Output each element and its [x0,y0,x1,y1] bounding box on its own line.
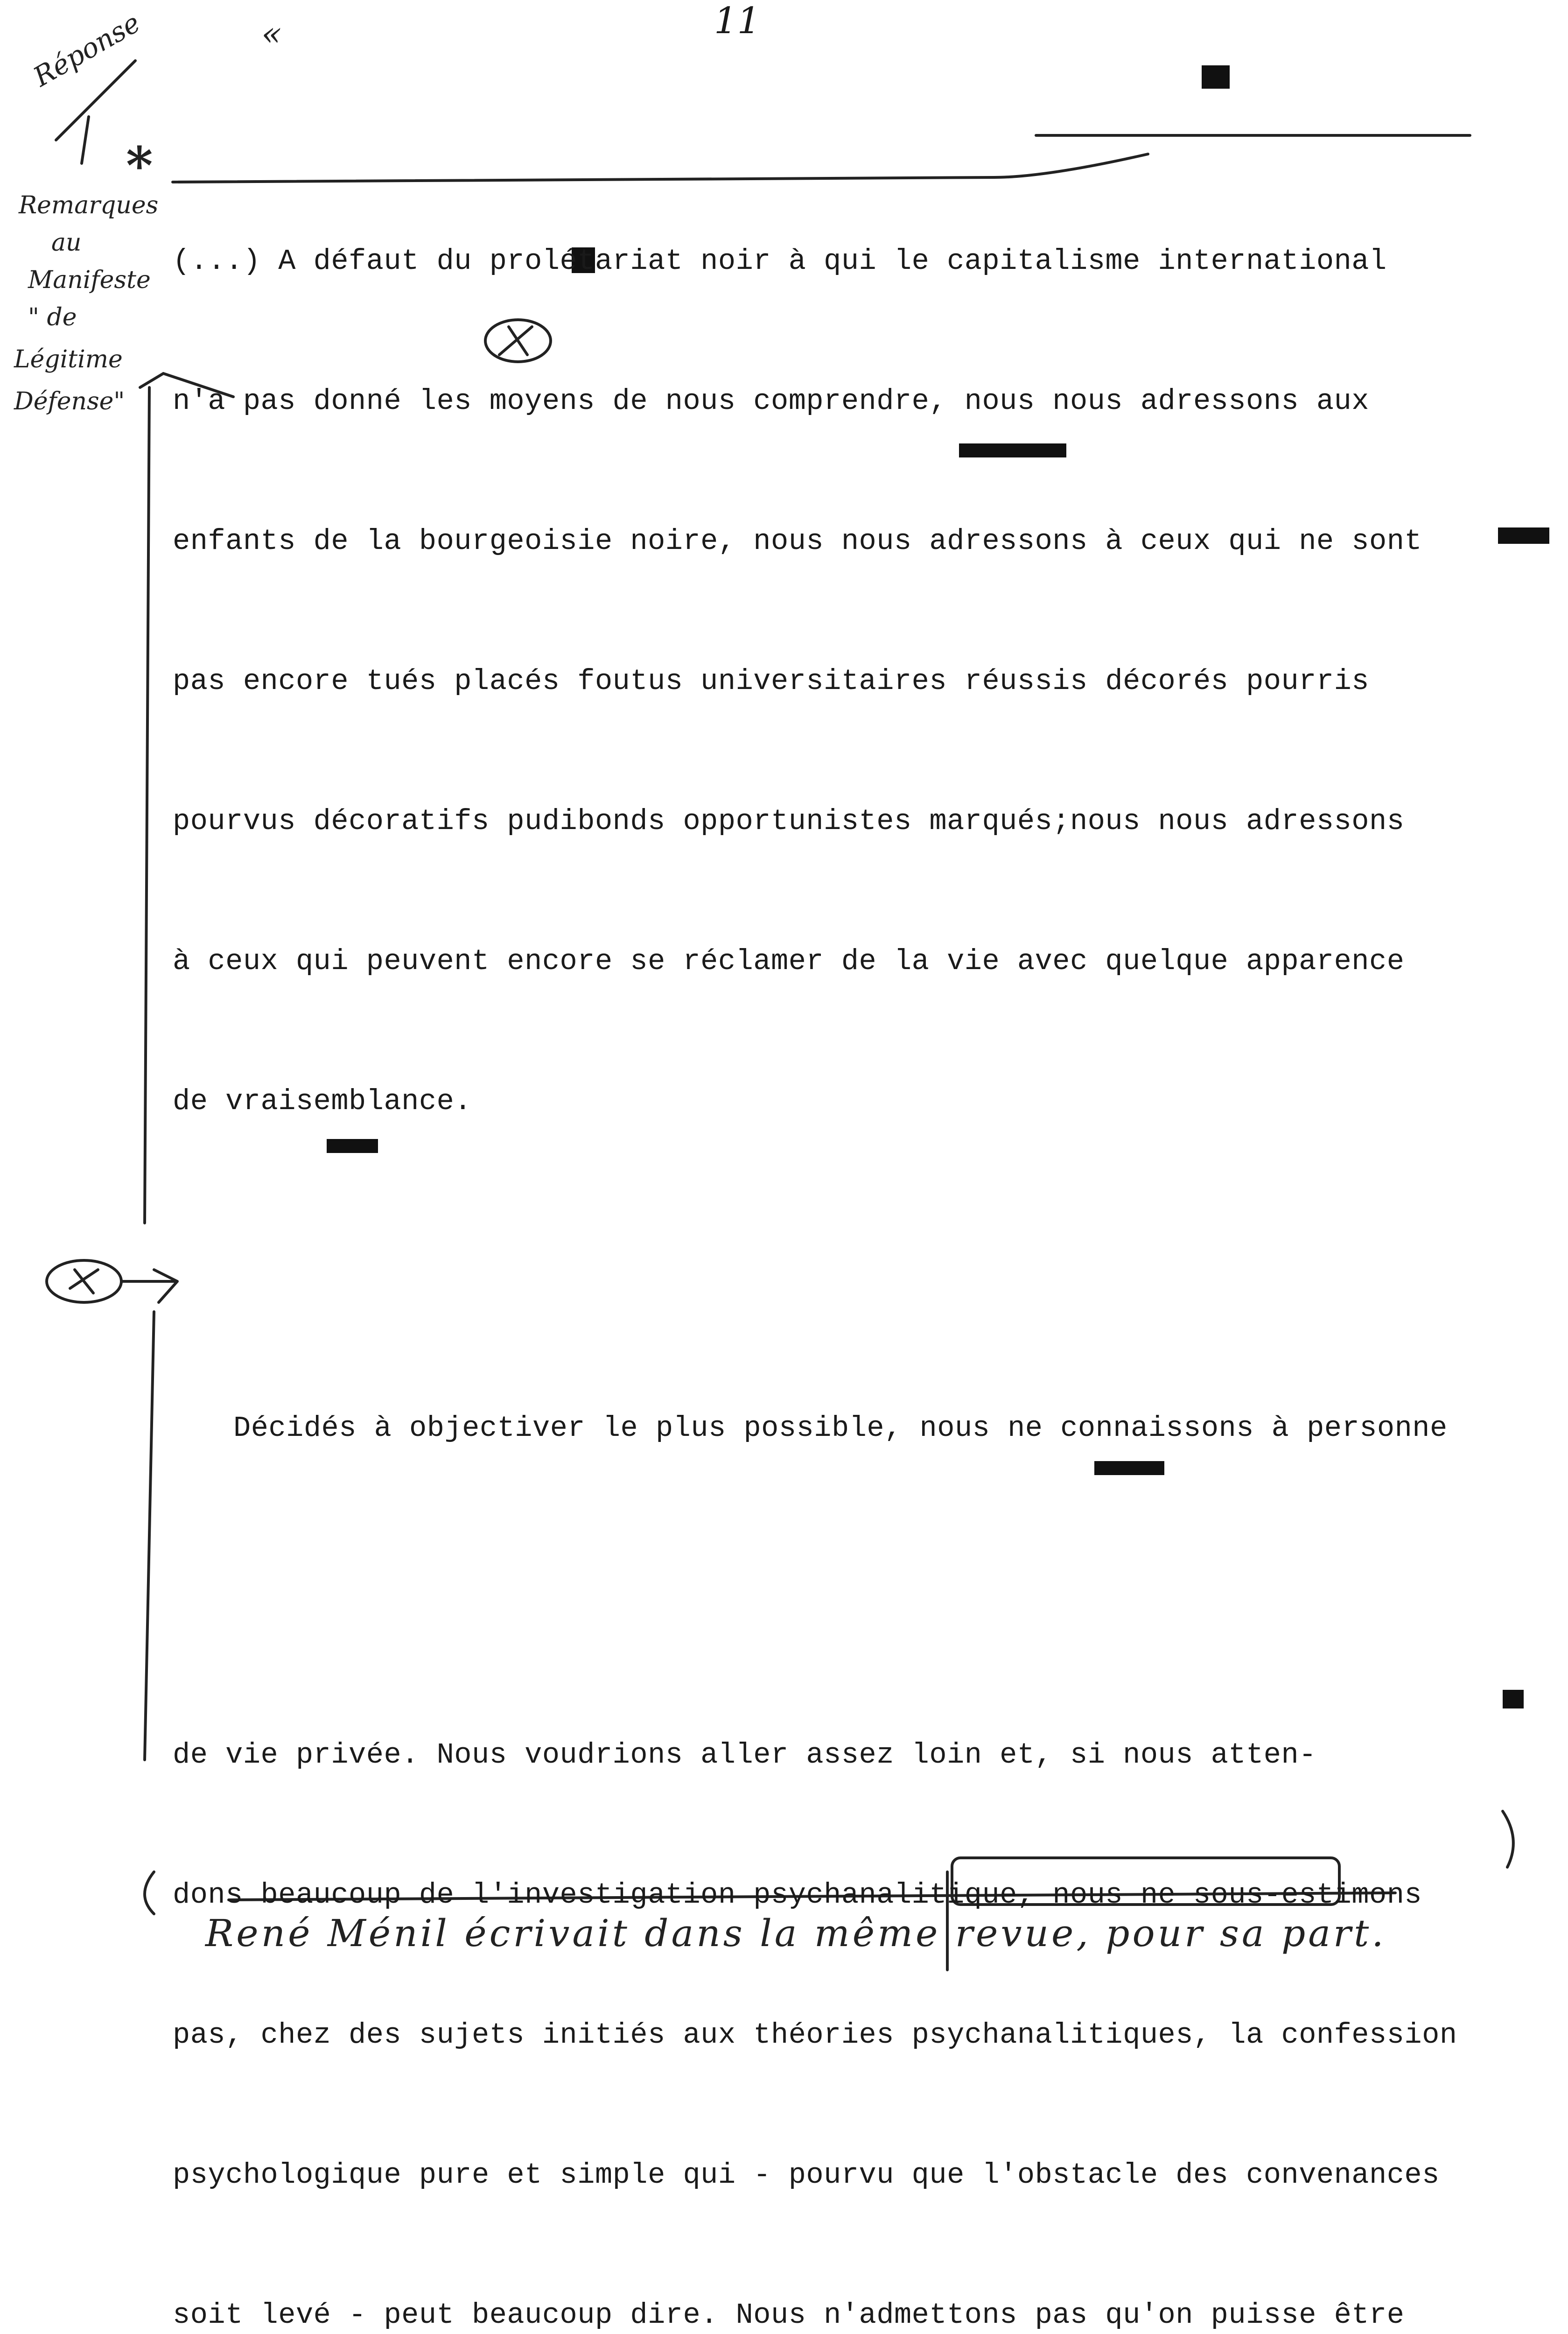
margin-note-reponse: Réponse [28,7,146,93]
margin-note-line-5: Légitime [14,345,123,373]
text-line: pas encore tués placés foutus universitaires réussis décorés pourris [173,665,1370,698]
text-line: n'a pas donné les moyens de nous comprendre, nous nous adressons aux [173,385,1370,418]
opening-bracket-bottom [145,1872,154,1914]
margin-note-line-6: Défense" [14,387,125,415]
margin-note-line-4: " de [28,303,77,331]
text-line: soit levé - peut beaucoup dire. Nous n'admettons pas qu'on puisse être [173,2299,1405,2332]
text-line: psychologique pure et simple qui - pourvu que l'obstacle des convenances [173,2158,1440,2192]
footer-handwritten-note: René Ménil écrivait dans la même revue, pour sa part. [205,1912,1386,1955]
top-margin-mark: « [261,14,282,53]
paragraph-2-bracket [145,387,149,1223]
margin-note-line-1: Remarques [19,191,159,219]
paragraph-2-body [173,1638,1554,2334]
text-line: de vie privée. Nous voudrions aller assez loin et, si nous atten- [173,1738,1316,1772]
text-line: à ceux qui peuvent encore se réclamer de la vie avec quelque apparence [173,945,1405,978]
margin-asterisk: * [126,135,153,196]
paragraph-1 [173,145,1554,1218]
margin-vertical-stroke [82,117,89,163]
text-line: Décidés à objectiver le plus possible, nous ne connaissons à personne [233,1412,1448,1445]
paragraph-2 [233,1312,1554,1545]
paragraphs-3-5-bracket [145,1312,154,1760]
margin-slash [56,61,135,140]
text-line: de vraisemblance. [173,1085,472,1118]
text-line: pourvus décoratifs pudibonds opportunistes marqués;nous nous adressons [173,805,1405,838]
page-number: 11 [714,0,761,42]
text-line: (...) A défaut du prolétariat noir à qui le capitalisme international [173,245,1387,278]
text-line: pas, chez des sujets initiés aux théories psychanalitiques, la confession [173,2018,1457,2052]
text-line: dons beaucoup de l'investigation psychanalitique, nous ne sous-estimons [173,1878,1422,1912]
margin-note-line-3: Manifeste [28,266,151,294]
text-line: enfants de la bourgeoisie noire, nous nous adressons à ceux qui ne sont [173,525,1422,558]
typed-text-body [173,51,1554,2334]
margin-note-line-2: au [51,229,82,257]
paragraph-3-arrow [121,1270,177,1302]
